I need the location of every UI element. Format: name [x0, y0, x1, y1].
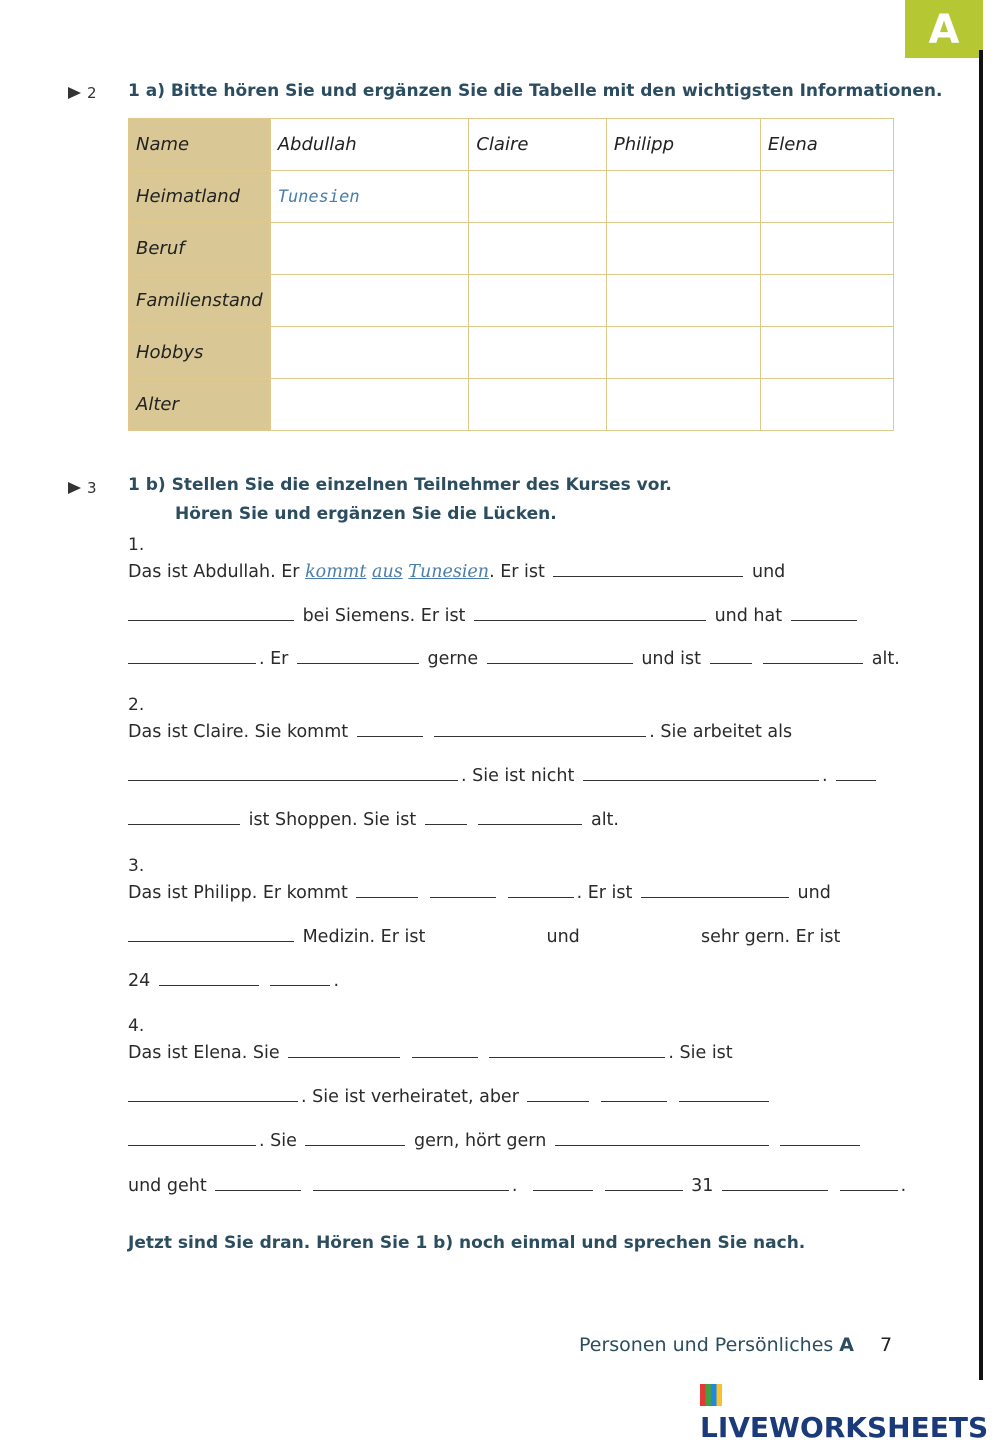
- blank-field[interactable]: [297, 649, 419, 664]
- blank-field[interactable]: [313, 1176, 509, 1191]
- blank-field[interactable]: [508, 883, 574, 898]
- gap-line: Medizin. Er ist und sehr gern. Er ist: [128, 927, 840, 947]
- blank-field[interactable]: [288, 1043, 400, 1058]
- blank-field[interactable]: [270, 971, 330, 986]
- play-icon: [68, 482, 81, 494]
- gap-line: . Er gerne und ist alt.: [128, 649, 900, 669]
- blank-field[interactable]: [605, 1176, 683, 1191]
- exercise-1b-subheading: Hören Sie und ergänzen Sie die Lücken.: [175, 504, 557, 524]
- row-label: Familienstand: [129, 275, 271, 327]
- table-header-cell: Philipp: [606, 119, 760, 171]
- gap-line: . Sie gern, hört gern: [128, 1131, 863, 1151]
- answer-cell[interactable]: Tunesien: [270, 171, 469, 223]
- item-number: 2.: [128, 695, 145, 715]
- answer-cell[interactable]: [469, 171, 607, 223]
- blank-field[interactable]: [357, 722, 423, 737]
- blank-field[interactable]: [641, 883, 789, 898]
- blank-field[interactable]: [305, 1131, 405, 1146]
- blank-field[interactable]: [722, 1176, 828, 1191]
- gap-line: Das ist Claire. Sie kommt . Sie arbeitet als: [128, 722, 793, 742]
- blank-field[interactable]: [425, 810, 467, 825]
- exercise-1a-heading: 1 a) Bitte hören Sie und ergänzen Sie die Tabelle mit den wichtigsten Informationen.: [128, 81, 943, 101]
- answer-cell[interactable]: [469, 379, 607, 431]
- blank-field[interactable]: [533, 1176, 593, 1191]
- answer-cell[interactable]: [760, 223, 893, 275]
- blank-field[interactable]: [215, 1176, 301, 1191]
- sample-answer: Tunesien: [408, 562, 490, 582]
- gap-line: 24 .: [128, 971, 340, 991]
- table-row: [129, 379, 894, 431]
- gap-line: Das ist Philipp. Er kommt . Er ist und: [128, 883, 831, 903]
- gap-line: . Sie ist nicht .: [128, 766, 879, 786]
- gap-line: Das ist Abdullah. Er kommt aus Tunesien. Er ist und: [128, 562, 786, 582]
- audio-track-marker[interactable]: 3: [68, 479, 97, 497]
- answer-cell[interactable]: [270, 223, 469, 275]
- gap-line: und geht . 31 .: [128, 1176, 907, 1196]
- blank-field[interactable]: [128, 1087, 298, 1102]
- liveworksheets-logo-icon: [700, 1384, 722, 1406]
- blank-field[interactable]: [553, 562, 743, 577]
- gap-line: bei Siemens. Er ist und hat: [128, 606, 860, 626]
- answer-cell[interactable]: [606, 275, 760, 327]
- row-label: Heimatland: [129, 171, 271, 223]
- page-edge: [979, 50, 983, 1380]
- exercise-1b-heading: 1 b) Stellen Sie die einzelnen Teilnehmer des Kurses vor.: [128, 475, 672, 495]
- blank-field[interactable]: [128, 766, 458, 781]
- chapter-tab: A: [905, 0, 983, 58]
- gap-line: Das ist Elena. Sie . Sie ist: [128, 1043, 733, 1063]
- table-header-cell: Name: [129, 119, 271, 171]
- blank-field[interactable]: [583, 766, 819, 781]
- blank-field[interactable]: [412, 1043, 478, 1058]
- sample-answer: kommt: [305, 562, 367, 582]
- page-number: 7: [880, 1334, 893, 1356]
- answer-cell[interactable]: [760, 379, 893, 431]
- blank-field[interactable]: [128, 1131, 256, 1146]
- blank-field[interactable]: [527, 1087, 589, 1102]
- answer-cell[interactable]: [270, 327, 469, 379]
- row-label: Hobbys: [129, 327, 271, 379]
- blank-field[interactable]: [434, 722, 646, 737]
- footer-title: Personen und Persönliches A: [579, 1334, 855, 1356]
- sample-answer: aus: [372, 562, 403, 582]
- blank-field[interactable]: [128, 810, 240, 825]
- table-header-cell: Elena: [760, 119, 893, 171]
- answer-cell[interactable]: [606, 223, 760, 275]
- answer-cell[interactable]: [606, 379, 760, 431]
- blank-field[interactable]: [836, 766, 876, 781]
- blank-field[interactable]: [780, 1131, 860, 1146]
- answer-cell[interactable]: [469, 223, 607, 275]
- answer-cell[interactable]: [270, 379, 469, 431]
- table-row: [129, 119, 894, 171]
- blank-field[interactable]: [487, 649, 633, 664]
- blank-field[interactable]: [128, 649, 256, 664]
- blank-field[interactable]: [474, 606, 706, 621]
- row-label: Alter: [129, 379, 271, 431]
- blank-field[interactable]: [430, 883, 496, 898]
- blank-field[interactable]: [840, 1176, 898, 1191]
- info-table: [128, 118, 894, 431]
- answer-cell[interactable]: [469, 327, 607, 379]
- liveworksheets-watermark: LIVEWORKSHEETS: [700, 1378, 1000, 1444]
- blank-field[interactable]: [478, 810, 582, 825]
- blank-field[interactable]: [555, 1131, 769, 1146]
- blank-field[interactable]: [763, 649, 863, 664]
- blank-field[interactable]: [791, 606, 857, 621]
- answer-cell[interactable]: [606, 171, 760, 223]
- table-header-cell: Abdullah: [270, 119, 469, 171]
- answer-cell[interactable]: [270, 275, 469, 327]
- blank-field[interactable]: [489, 1043, 665, 1058]
- blank-field[interactable]: [710, 649, 752, 664]
- audio-track-marker[interactable]: 2: [68, 84, 97, 102]
- blank-field[interactable]: [159, 971, 259, 986]
- item-number: 4.: [128, 1016, 145, 1036]
- answer-cell[interactable]: [760, 275, 893, 327]
- table-header-cell: Claire: [469, 119, 607, 171]
- blank-field[interactable]: [601, 1087, 667, 1102]
- answer-cell[interactable]: [469, 275, 607, 327]
- gap-line: ist Shoppen. Sie ist alt.: [128, 810, 619, 830]
- table-row: [129, 275, 894, 327]
- item-number: 1.: [128, 535, 145, 555]
- row-label: Beruf: [129, 223, 271, 275]
- closing-instruction: Jetzt sind Sie dran. Hören Sie 1 b) noch einmal und sprechen Sie nach.: [128, 1233, 806, 1253]
- blank-field[interactable]: [128, 927, 294, 942]
- table-row: [129, 223, 894, 275]
- table-row: [129, 327, 894, 379]
- blank-field[interactable]: [356, 883, 418, 898]
- blank-field[interactable]: [679, 1087, 769, 1102]
- answer-cell[interactable]: [760, 327, 893, 379]
- item-number: 3.: [128, 856, 145, 876]
- gap-line: . Sie ist verheiratet, aber: [128, 1087, 772, 1107]
- answer-cell[interactable]: [606, 327, 760, 379]
- play-icon: [68, 87, 81, 99]
- blank-field[interactable]: [128, 606, 294, 621]
- answer-cell[interactable]: [760, 171, 893, 223]
- table-row: [129, 171, 894, 223]
